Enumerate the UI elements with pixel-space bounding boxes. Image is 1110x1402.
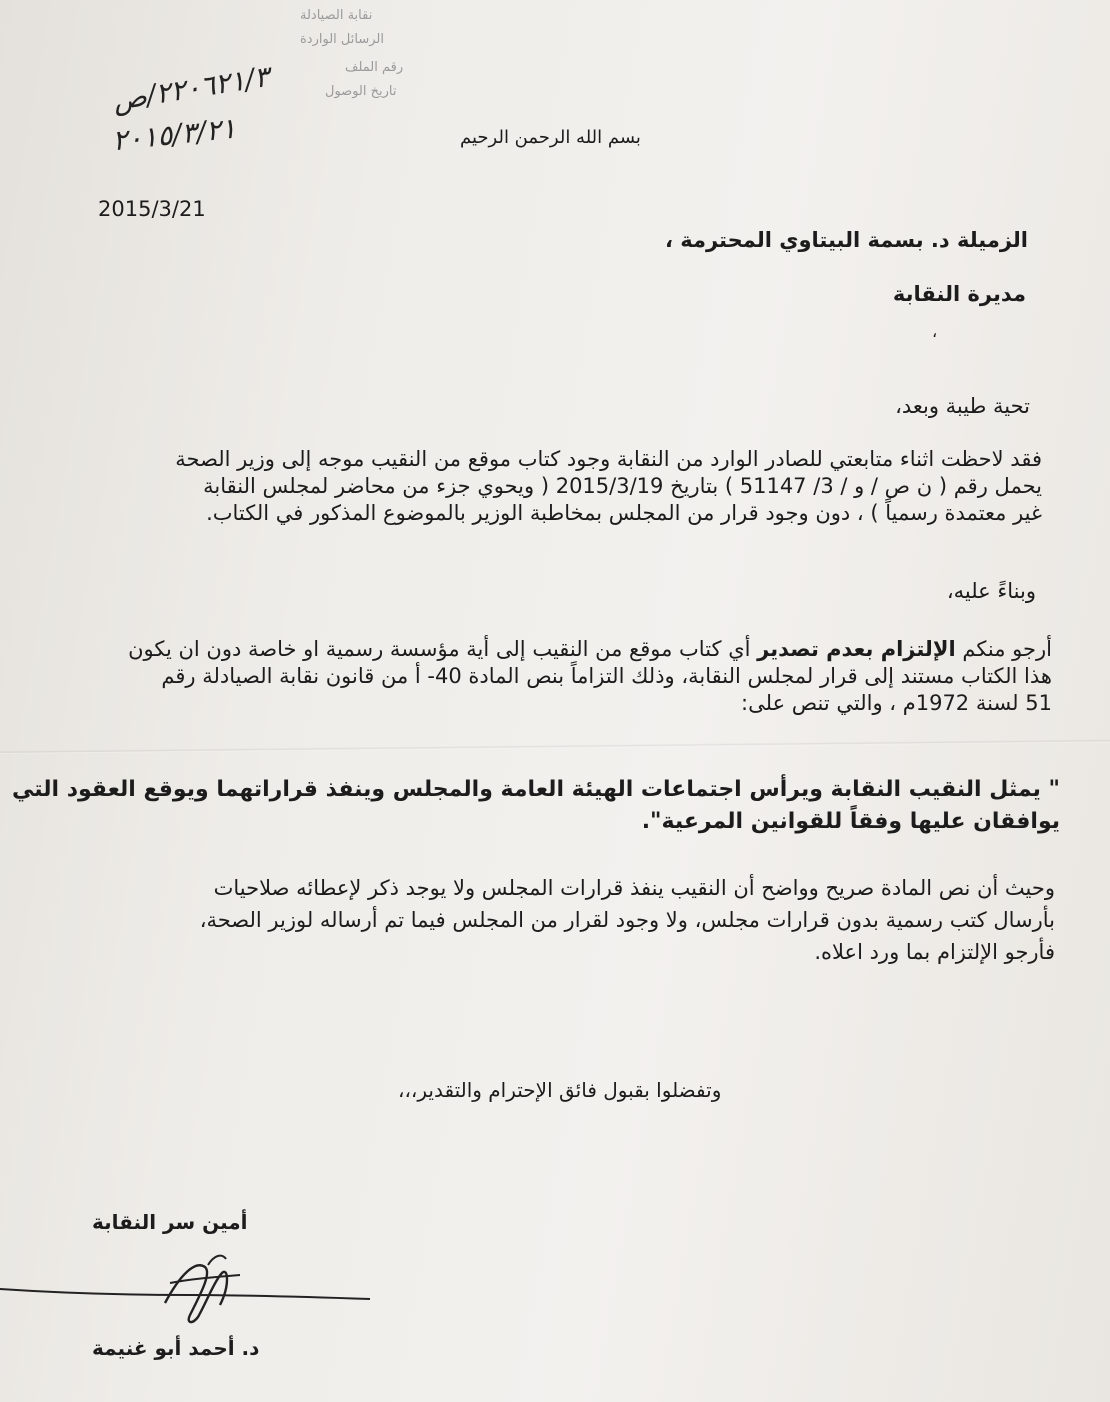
signature-scribble [0,1245,380,1335]
paragraph-1-line: غير معتمدة رسمياً ) ، دون وجود قرار من المجلس بمخاطبة الوزير بالموضوع المذكور في الكتاب. [206,501,1042,525]
closing: وتفضلوا بقبول فائق الإحترام والتقدير،،، [398,1078,722,1102]
stamp-line-1: نقابة الصيادلة [300,8,373,23]
paragraph-3 [200,872,1055,968]
signatory-title: أمين سر النقابة [92,1210,248,1234]
letter-date: 2015/3/21 [98,197,206,221]
quote-line: يوافقان عليها وفقاً للقوانين المرعية". [641,809,1060,834]
paper-fold [0,739,1110,754]
stamp-line-2: الرسائل الواردة [300,32,384,47]
stamp-line-4: تاريخ الوصول [325,84,397,99]
p2-end: أي كتاب موقع من النقيب إلى أية مؤسسة رسمية او خاصة دون ان يكون [128,637,758,661]
stamp-line-3: رقم الملف [345,60,404,75]
paragraph-2-line-2: هذا الكتاب مستند إلى قرار لمجلس النقابة، وذلك التزاماً بنص المادة 40- أ من قانون نقابة الصيادلة رقم [161,664,1052,688]
recipient-mark: ، [932,322,938,341]
quote-line: " يمثل النقيب النقابة ويرأس اجتماعات الهيئة العامة والمجلس وينفذ قراراتهما ويوقع العقود التي [12,777,1060,802]
therefore: وبناءً عليه، [946,579,1036,603]
recipient-line-2: مديرة النقابة [892,282,1026,306]
greeting: تحية طيبة وبعد، [895,394,1030,418]
signatory-name: د. أحمد أبو غنيمة [92,1336,260,1360]
paragraph-3-line: وحيث أن نص المادة صريح وواضح أن النقيب ينفذ قرارات المجلس ولا يوجد ذكر لإعطائه صلاحيات [213,876,1055,900]
p2-bold: الإلتزام بعدم تصدير [757,637,956,661]
handwritten-number: ٢٢٠٦٢١/٣/ص [110,59,272,118]
handwritten-date: ٢٠١٥/٣/٢١ [110,111,238,158]
p2-start: أرجو منكم [955,637,1052,661]
paragraph-1-line: فقد لاحظت اثناء متابعتي للصادر الوارد من النقابة وجود كتاب موقع من النقيب موجه إلى وزير الصحة [175,447,1042,471]
paragraph-2-line-1 [128,636,1052,663]
paragraph-2-line-3: 51 لسنة 1972م ، والتي تنص على: [741,691,1052,715]
basmala: بسم الله الرحمن الرحيم [460,127,641,148]
recipient-line-1: الزميلة د. بسمة البيتاوي المحترمة ، [664,228,1028,252]
paragraph-1-line: يحمل رقم ( ن ص / و / 3/ 51147 ) بتاريخ 2015/3/19 ( ويحوي جزء من محاضر لمجلس النقابة [203,474,1042,498]
paragraph-1 [175,446,1042,527]
paragraph-2 [128,636,1052,717]
paragraph-3-line: فأرجو الإلتزام بما ورد اعلاه. [814,940,1055,964]
paragraph-3-line: بأرسال كتب رسمية بدون قرارات مجلس، ولا وجود لقرار من المجلس فيما تم أرساله لوزير الصحة، [199,908,1055,932]
quote [12,774,1060,838]
